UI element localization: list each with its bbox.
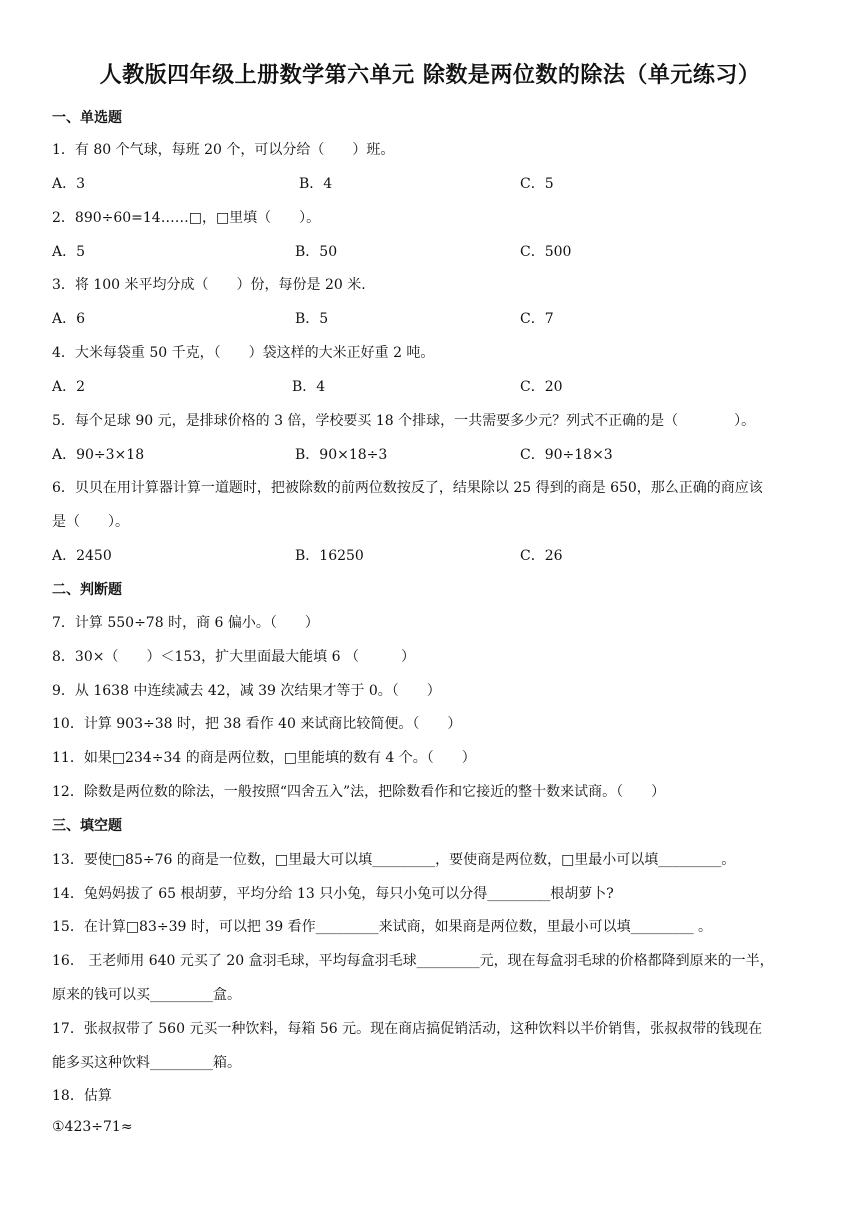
option-c: C．26	[520, 548, 563, 564]
question-8: 8．30×（ ）＜153，扩大里面最大能填 6 （ ）	[52, 649, 415, 665]
question-6-continued: 是（ ）。	[52, 514, 129, 530]
page-title: 人教版四年级上册数学第六单元 除数是两位数的除法（单元练习）	[99, 63, 761, 88]
question-14: 14．兔妈妈拔了 65 根胡萝，平均分给 13 只小兔，每只小兔可以分得_________根胡萝卜?	[52, 886, 614, 902]
question-15: 15．在计算□83÷39 时，可以把 39 看作_________来试商，如果商是两位数，里最小可以填_________ 。	[52, 919, 713, 935]
question-2-options	[52, 241, 812, 261]
option-c: C．500	[520, 244, 572, 260]
option-b: B．90×18÷3	[295, 447, 388, 463]
question-10: 10．计算 903÷38 时，把 38 看作 40 来试商比较简便。（ ）	[52, 716, 462, 732]
question-18: 18．估算	[52, 1088, 112, 1104]
option-c: C．90÷18×3	[520, 447, 613, 463]
section-heading-true-false: 二、判断题	[52, 582, 122, 598]
question-13: 13．要使□85÷76 的商是一位数，□里最大可以填_________，要使商是两位数，□里最小可以填_________。	[52, 852, 736, 868]
question-17: 17．张叔叔带了 560 元买一种饮料，每箱 56 元。现在商店搞促销活动，这种饮料以半价销售，张叔叔带的钱现在	[52, 1021, 763, 1037]
option-a: A．2	[52, 379, 86, 395]
option-c: C．20	[520, 379, 563, 395]
option-b: B．4	[292, 379, 326, 395]
question-6-options	[52, 545, 812, 565]
question-11: 11．如果□234÷34 的商是两位数，□里能填的数有 4 个。（ ）	[52, 750, 476, 766]
option-b: B．4	[299, 176, 333, 192]
question-16: 16． 王老师用 640 元买了 20 盒羽毛球，平均每盒羽毛球_________元，现在每盒羽毛球的价格都降到原来的一半，	[52, 953, 774, 969]
question-17-continued: 能多买这种饮料_________箱。	[52, 1055, 241, 1071]
option-b: B．5	[295, 311, 329, 327]
question-18-part-1: ①423÷71≈	[52, 1119, 133, 1135]
question-7: 7．计算 550÷78 时，商 6 偏小。（ ）	[52, 615, 319, 631]
option-b: B．50	[295, 244, 338, 260]
question-12: 12．除数是两位数的除法，一般按照“四舍五入”法，把除数看作和它接近的整十数来试商。（ ）	[52, 784, 666, 800]
option-a: A．90÷3×18	[52, 447, 145, 463]
question-6: 6．贝贝在用计算器计算一道题时，把被除数的前两位数按反了，结果除以 25 得到的商是 650，那么正确的商应该	[52, 480, 763, 496]
question-1: 1．有 80 个气球，每班 20 个，可以分给（ ）班。	[52, 142, 395, 158]
option-c: C．5	[520, 176, 554, 192]
question-3: 3．将 100 米平均分成（ ）份，每份是 20 米.	[52, 277, 366, 293]
question-1-options	[52, 173, 812, 193]
question-5: 5．每个足球 90 元，是排球价格的 3 倍，学校要买 18 个排球，一共需要多少元？列式不正确的是（ ）。	[52, 413, 756, 429]
option-a: A．6	[52, 311, 86, 327]
section-heading-single-choice: 一、单选题	[52, 110, 122, 126]
question-4-options	[52, 376, 812, 396]
question-2: 2．890÷60=14……□，□里填（ ）。	[52, 210, 321, 226]
option-b: B．16250	[295, 548, 364, 564]
section-heading-fill-in: 三、填空题	[52, 818, 122, 834]
option-c: C．7	[520, 311, 554, 327]
question-16-continued: 原来的钱可以买_________盒。	[52, 987, 241, 1003]
option-a: A．2450	[52, 548, 112, 564]
option-a: A．5	[52, 244, 86, 260]
question-4: 4．大米每袋重 50 千克，（ ）袋这样的大米正好重 2 吨。	[52, 345, 435, 361]
question-3-options	[52, 308, 812, 328]
question-5-options	[52, 444, 812, 464]
option-a: A．3	[52, 176, 86, 192]
question-9: 9．从 1638 中连续减去 42，减 39 次结果才等于 0。（ ）	[52, 683, 441, 699]
